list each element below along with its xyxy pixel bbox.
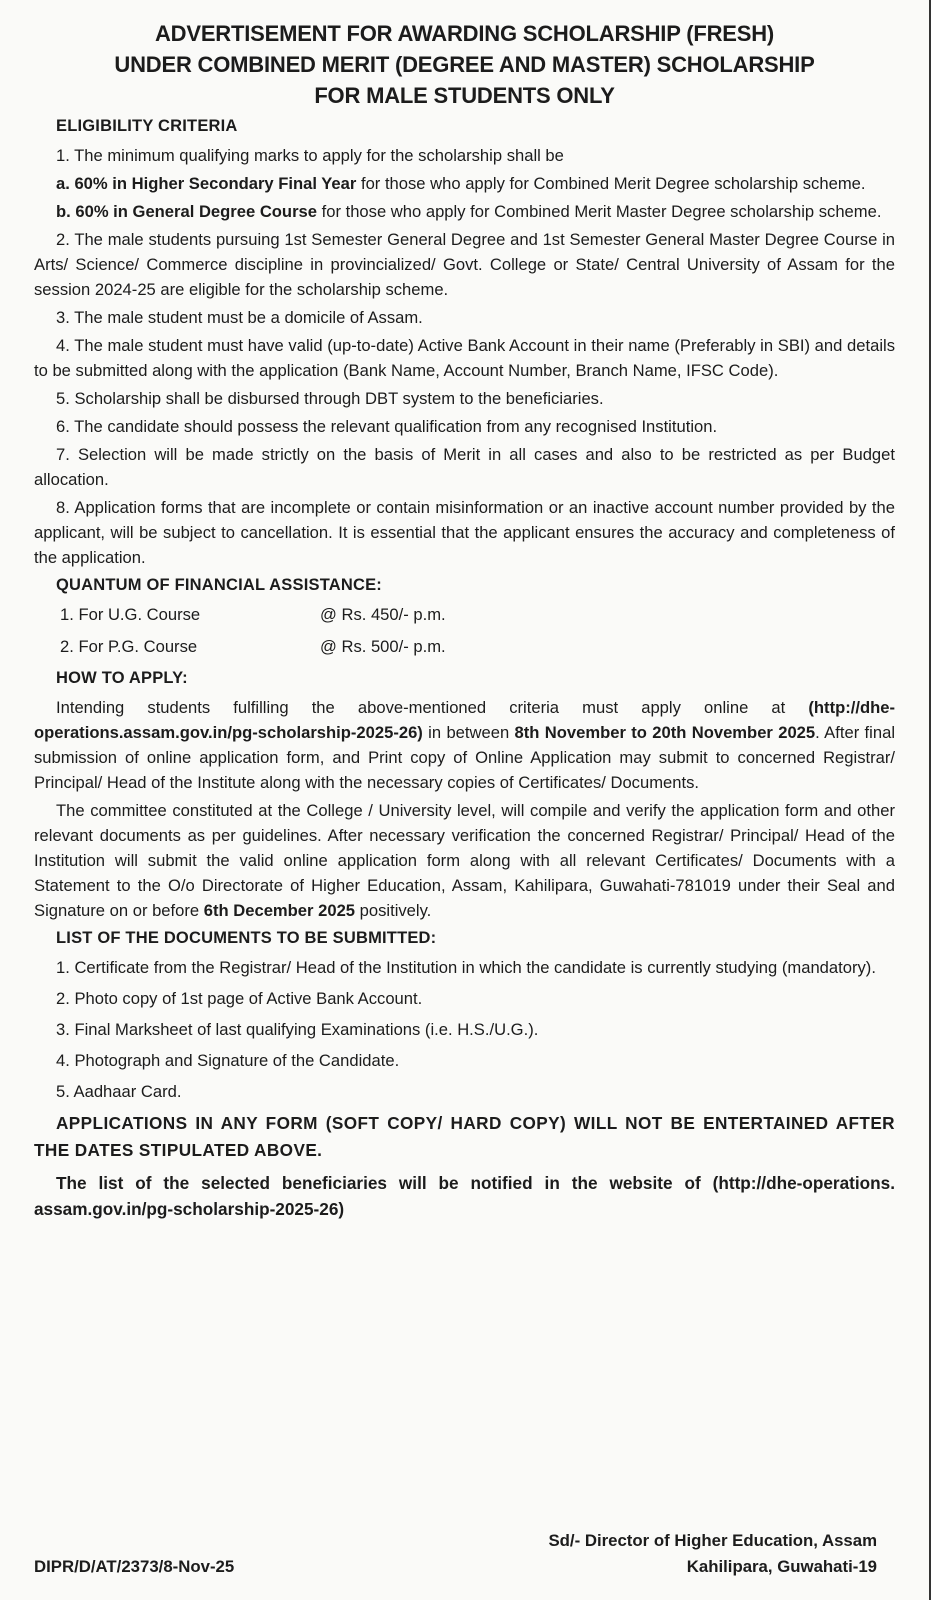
- verify-text-2: positively.: [355, 901, 432, 920]
- eligibility-item-3: 3. The male student must be a domicile of Assam.: [56, 308, 423, 327]
- deadline-date: 6th December 2025: [203, 901, 356, 920]
- apply-url: (http://dhe-operations.assam.gov.in/pg-scholarship-2025-26): [34, 698, 895, 742]
- document-item-4: 4. Photograph and Signature of the Candidate.: [56, 1051, 400, 1070]
- apply-text-1: Intending students fulfilling the above-mentioned criteria must apply online at: [56, 698, 809, 717]
- reference-number: DIPR/D/AT/2373/8-Nov-25: [34, 1557, 235, 1576]
- apply-text-3: . After final submission of online application form, and Print copy of Online Application may submit to concerned Registrar/ Principal/ Head of the Institute along with the necessary copies of Certificates/ Documents.: [34, 723, 896, 792]
- eligibility-item-b-bold: b. 60% in General Degree Course: [56, 202, 317, 221]
- signature-block: [548, 1528, 877, 1580]
- quantum-row: [60, 602, 895, 627]
- eligibility-item-1: 1. The minimum qualifying marks to apply for the scholarship shall be: [56, 146, 564, 165]
- eligibility-item-8: 8. Application forms that are incomplete or contain misinformation or an inactive account number provided by the applicant, will be subject to cancellation. It is essential that the applicant ensures the accuracy and completeness of the application.: [34, 498, 895, 567]
- document-item-2: 2. Photo copy of 1st page of Active Bank Account.: [56, 989, 423, 1008]
- quantum-course-label: 2. For P.G. Course: [60, 637, 198, 656]
- deadline-warning: APPLICATIONS IN ANY FORM (SOFT COPY/ HARD COPY) WILL NOT BE ENTERTAINED AFTER THE DATES STIPULATED ABOVE.: [34, 1113, 895, 1160]
- how-to-apply-paragraph-1: [34, 695, 895, 795]
- how-to-apply-paragraph-2: [34, 798, 895, 923]
- quantum-course-label: 1. For U.G. Course: [60, 605, 201, 624]
- quantum-amount: @ Rs. 500/- p.m.: [320, 637, 446, 656]
- eligibility-item-6: 6. The candidate should possess the relevant qualification from any recognised Institution.: [56, 417, 718, 436]
- quantum-amount: @ Rs. 450/- p.m.: [320, 605, 446, 624]
- document-item-1: 1. Certificate from the Registrar/ Head of the Institution in which the candidate is currently studying (mandatory).: [56, 958, 876, 977]
- eligibility-item-4: 4. The male student must have valid (up-to-date) Active Bank Account in their name (Preferably in SBI) and details to be submitted along with the application (Bank Name, Account Number, Branch Name, IFSC Code).: [34, 336, 895, 380]
- apply-text-2: in between: [422, 723, 515, 742]
- eligibility-item-a-bold: a. 60% in Higher Secondary Final Year: [56, 174, 357, 193]
- signature-line-2: Kahilipara, Guwahati-19: [686, 1557, 877, 1576]
- eligibility-item-b: [34, 199, 895, 224]
- document-item-3: 3. Final Marksheet of last qualifying Examinations (i.e. H.S./U.G.).: [56, 1020, 539, 1039]
- verify-text-1: The committee constituted at the College / University level, will compile and verify the application form and other relevant documents as per guidelines. After necessary verification the concerned Registrar/ Principal/ Head of the Institution will submit the valid online application form along with all relevant Certificates/ Documents with a Statement to the O/o Directorate of Higher Education, Assam, Kahilipara, Guwahati-781019 under their Seal and Signature on or before: [34, 801, 895, 920]
- document-item-5: 5. Aadhaar Card.: [56, 1082, 182, 1101]
- how-to-apply-heading: HOW TO APPLY:: [56, 669, 188, 687]
- how-to-apply-section: [34, 666, 895, 923]
- title-line-1: ADVERTISEMENT FOR AWARDING SCHOLARSHIP (FRESH): [154, 21, 775, 46]
- title-line-2: UNDER COMBINED MERIT (DEGREE AND MASTER) SCHOLARSHIP: [114, 52, 815, 77]
- eligibility-item-a: [34, 171, 895, 196]
- eligibility-item-7: 7. Selection will be made strictly on the basis of Merit in all cases and also to be restricted as per Budget allocation.: [34, 445, 895, 489]
- beneficiary-notice: The list of the selected beneficiaries will be notified in the website of (http://dhe-operations. assam.gov.in/pg-scholarship-2025-26): [34, 1173, 895, 1219]
- eligibility-heading: ELIGIBILITY CRITERIA: [56, 117, 238, 135]
- documents-section: [34, 926, 895, 1104]
- eligibility-item-5: 5. Scholarship shall be disbursed through DBT system to the beneficiaries.: [56, 389, 604, 408]
- eligibility-section: [34, 114, 895, 570]
- quantum-heading: QUANTUM OF FINANCIAL ASSISTANCE:: [56, 576, 382, 594]
- quantum-section: [34, 573, 895, 659]
- page-title: [34, 18, 895, 111]
- signature-line-1: Sd/- Director of Higher Education, Assam: [548, 1531, 877, 1550]
- documents-heading: LIST OF THE DOCUMENTS TO BE SUBMITTED:: [56, 929, 437, 947]
- eligibility-item-b-text: for those who apply for Combined Merit Master Degree scholarship scheme.: [317, 202, 882, 221]
- eligibility-item-a-text: for those who apply for Combined Merit Degree scholarship scheme.: [356, 174, 866, 193]
- quantum-row: [60, 634, 895, 659]
- eligibility-item-2: 2. The male students pursuing 1st Semester General Degree and 1st Semester General Master Degree Course in Arts/ Science/ Commerce discipline in provincialized/ Govt. College or State/ Central University of Assam for the session 2024-25 are eligible for the scholarship scheme.: [34, 230, 895, 299]
- title-line-3: FOR MALE STUDENTS ONLY: [314, 83, 615, 108]
- apply-dates: 8th November to 20th November 2025: [514, 723, 816, 742]
